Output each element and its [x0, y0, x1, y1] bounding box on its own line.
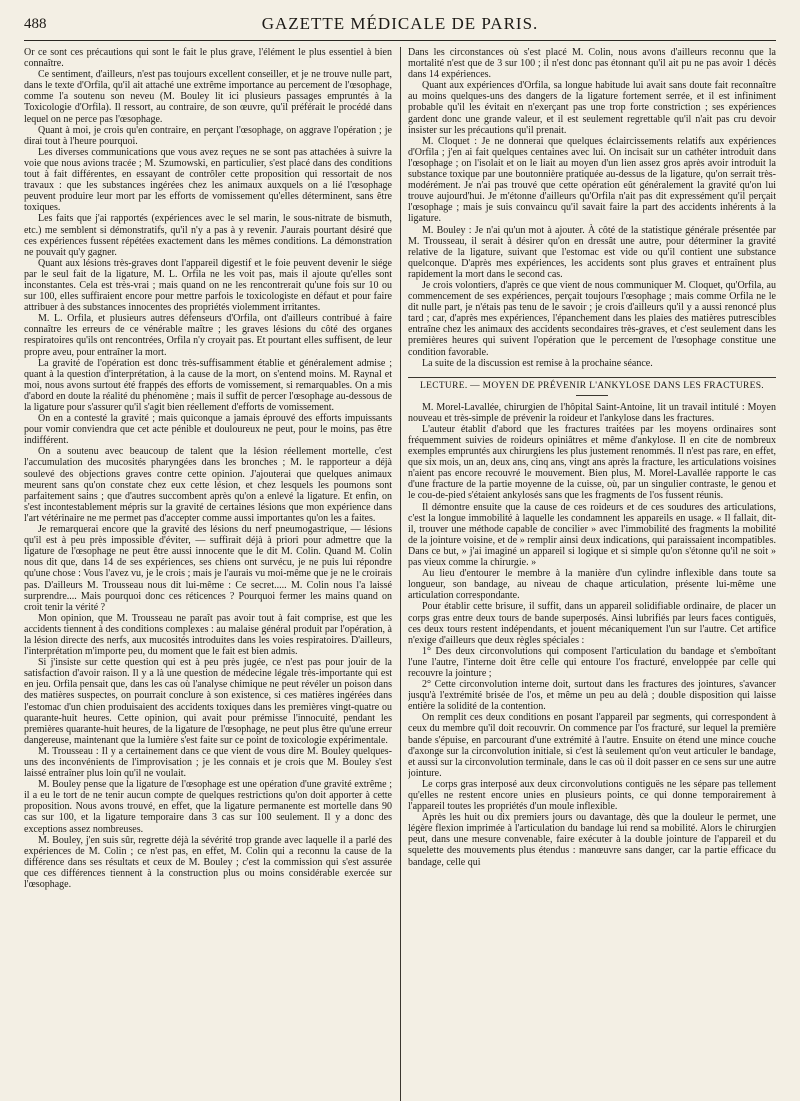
paragraph: Quant aux lésions très-graves dont l'appareil digestif et le foie peuvent devenir le siége par le seul fait de la ligature, M. L. Orfila ne les voit pas, mais il ajoute qu'elles sont inconstantes. Cela est très-vrai ; mais quand on ne les rencontrerait qu'une fois sur 10 ou sur 100, elles suffiraient encore pour mettre parfois le toxicologiste en défaut et pour faire attribuer à des substances innocentes des propriétés violemment irritantes. — [24, 257, 392, 314]
paragraph: Les faits que j'ai rapportés (expériences avec le sel marin, le sous-nitrate de bismuth, etc.) me semblent si démonstratifs, qu'il n'y a pas à y revenir. J'aurais pourtant désiré que ces expériences fussent répétées exactement dans les mêmes conditions. La démonstration ne pouvait qu'y gagner. — [24, 213, 392, 258]
paragraph: 2° Cette circonvolution interne doit, surtout dans les fractures des jointures, s'avancer jusqu'à l'extrémité brisée de l'os, et même un peu au delà ; double disposition qui laisse entière la solidité de la contention. — [408, 679, 776, 713]
paragraph: Il démontre ensuite que la cause de ces roideurs et de ces soudures des articulations, c'est la longue immobilité à laquelle les condamnent les appareils en usage. « Il fallait, dit-il, trouver une méthode capable de concilier » avec l'immobilité des fragments la mobilité de la jointure voisine, et de » remplir ainsi deux indications, qui paraissaient incompatibles. Dans ce but, » j'ai imaginé un appareil si logique et si simple qu'on s'étonne qu'il ne soit » pas vieux comme la chirurgie. » — [408, 501, 776, 569]
paragraph: Au lieu d'entourer le membre à la manière d'un cylindre inflexible dans toute sa longueur, son bandage, au niveau de chaque articulation, présente lui-même une articulation correspondante. — [408, 568, 776, 602]
paragraph: M. Cloquet : Je ne donnerai que quelques éclaircissements relatifs aux expériences d'Orfila ; j'en ai fait quelques centaines avec lui. On incisait sur un cathéter introduit dans l'œsophage ; on l'isolait et on le liait au moyen d'un lien assez gros après avoir introduit la substance toxique par une boutonnière pratiquée au-dessus de la ligature, qu'on serrait très-modérément. Je n'ai pas trouvé que cette opération eût généralement la gravité qu'on lui trouve aujourd'hui. Je m'étonne d'ailleurs qu'Orfila n'ait pas dit expressément qu'il perçait l'œsophage ; mais je suis convaincu qu'il savait faire la part des accidents inhérents à la ligature. — [408, 135, 776, 225]
journal-title: GAZETTE MÉDICALE DE PARIS. — [261, 14, 539, 33]
paragraph: M. L. Orfila, et plusieurs autres défenseurs d'Orfila, ont d'ailleurs contribué à faire connaître les erreurs de ce vénérable maître ; les graves lésions du côté des organes respiratoires qu'ils ont rencontrées, Orfila n'y croyait pas. Et pourtant elles suffisent, de leur propre aveu, pour entraîner la mort. — [24, 313, 392, 358]
paragraph: Mon opinion, que M. Trousseau ne paraît pas avoir tout à fait comprise, est que les accidents tiennent à des conditions complexes : au malaise général produit par l'opération, à la lésion directe des nerfs, aux mucosités introduites dans les voies respiratoires. D'ailleurs, l'interprétation m'importe peu, du moment que le fait est bien admis. — [24, 612, 392, 658]
page-header — [24, 14, 776, 36]
paragraph: On en a contesté la gravité ; mais quiconque a jamais éprouvé des efforts impuissants pour vomir conviendra que cet acte pénible et douloureux ne peut, pour le moins, pas être indifférent. — [24, 413, 392, 447]
paragraph: Dans les circonstances où s'est placé M. Colin, nous avons d'ailleurs reconnu que la mortalité n'est que de 3 sur 100 ; il n'est donc pas étonnant qu'il ait pu ne pas avoir 1 décès dans 14 expériences. — [408, 47, 776, 81]
page-number: 488 — [24, 16, 47, 32]
paragraph: Quant aux expériences d'Orfila, sa longue habitude lui avait sans doute fait reconnaître au moins quelques-uns des dangers de la ligature fortement serrée, et il est infiniment probable qu'il les évitait en n'exerçant pas une trop forte constriction ; ses expériences gardent donc une grande valeur, et il est seulement regrettable qu'il n'ait pas cru devoir insister sur les précautions qu'il prenait. — [408, 80, 776, 136]
paragraph: Ce sentiment, d'ailleurs, n'est pas toujours excellent conseiller, et je ne trouve nulle part, dans le texte d'Orfila, qu'il ait attaché une extrême importance au percement de l'œsophage, comme l'a soutenu son neveu (M. Bouley lit ici plusieurs passages empruntés à la Toxicologie d'Orfila). Il ressort, au contraire, de son œuvre, qu'il préférait le procédé dans lequel on ne perce pas l'œsophage. — [24, 69, 392, 125]
paragraph: Je remarquerai encore que la gravité des lésions du nerf pneumogastrique, — lésions qu'il est à peu près impossible d'éviter, — suffirait déjà à priori pour admettre que la ligature de l'œsophage ne peut être aussi innocente que le dit M. Colin. Quand M. Colin nous dit que, dans 14 de ses expériences, ses chiens ont survécu, je ne puis lui répondre qu'une chose : Vous l'avez vu, je le crois ; mais je l'aurais vu moi-même que je ne le croirais pas. D'ailleurs M. Trousseau nous dit lui-même : Ce secret..... M. Colin nous l'a laissé surprendre.... Mais pourquoi donc ces réticences ? Pourquoi fermer les mains quand on croit tenir la vérité ? — [24, 524, 392, 613]
paragraph: Or ce sont ces précautions qui sont le fait le plus grave, l'élément le plus essentiel à bien connaître. — [24, 47, 392, 70]
left-column — [24, 47, 392, 1101]
text-columns — [24, 47, 776, 1101]
paragraph: Pour établir cette brisure, il suffit, dans un appareil solidifiable ordinaire, de placer un corps gras entre deux tours de bande superposés. Ainsi lubrifiés par leurs faces contiguës, ces deux tours restent indépendants, et jouent mécaniquement l'un sur l'autre. Cet artifice n'exige d'ailleurs que deux règles spéciales : — [408, 601, 776, 646]
paragraph: L'auteur établit d'abord que les fractures traitées par les moyens ordinaires sont fréquemment suivies de roideurs opiniâtres et même d'ankylose. Il en cite de nombreux exemples empruntés aux chirurgiens les plus justement renommés. Il n'est pas rare, en effet, que six mois, un an, deux ans, cinq ans, vingt ans après la fracture, les articulations voisines n'aient pas encore recouvré le mouvement. Bien plus, M. Morel-Lavallée rapporte le cas d'une fracture de la partie moyenne de la cuisse, où, par un singulier contraste, le genou et le cou-de-pied s'étaient ankylosés sans que les fragments de l'os fussent réunis. — [408, 423, 776, 502]
paragraph: La gravité de l'opération est donc très-suffisamment établie et généralement admise ; quant à la question d'interprétation, à la cause de la mort, on s'entend moins. M. Raynal et moi, nous avons surtout été frappés des efforts de vomissement, si remarquables. On a mis d'abord en doute la réalité du phénomène ; mais il suffit de percer l'œsophage au-dessous de la ligature pour s'assurer qu'il s'agit bien réellement d'efforts de vomissement. — [24, 357, 392, 413]
paragraph: M. Bouley, j'en suis sûr, regrette déjà la sévérité trop grande avec laquelle il a parlé des expériences de M. Colin ; ce n'est pas, en effet, M. Colin qui a reconnu la cause de la différence dans ses résultats et ceux de M. Bouley ; c'est la commission qui s'est assurée que ces différences tiennent à la construction plus ou moins considérable exercée sur l'œsophage. — [24, 834, 392, 891]
paragraph: Si j'insiste sur cette question qui est à peu près jugée, ce n'est pas pour jouir de la satisfaction d'avoir raison. Il y a là une question de médecine légale très-importante qui est en jeu. Orfila pensait que, dans les cas où l'analyse chimique ne peut révéler un poison dans des matières suspectes, on pourrait conclure à son existence, si ces matières ingérées dans l'estomac d'un chien produisaient des accidents toxiques dans les premières vingt-quatre ou quarante-huit heures. Cette opinion, qui avait pour prémisse l'innocuité, pendant les premières quarante-huit heures, de la ligature de l'œsophage, ne peut plus être qu'une erreur dangereuse, maintenant que la lumière s'est faite sur ce point de toxicologie expérimentale. — [24, 657, 392, 746]
paragraph: M. Bouley pense que la ligature de l'œsophage est une opération d'une gravité extrême ; il a eu le tort de ne tenir aucun compte de quelques restrictions qu'on doit apporter à cette proposition. Nous avons trouvé, en effet, que la ligature permanente est mortelle dans 90 cas sur 100, et la ligature temporaire dans 3 cas sur 100 seulement. Il y a donc des exceptions assez nombreuses. — [24, 779, 392, 835]
paragraph: Le corps gras interposé aux deux circonvolutions contiguës ne les sépare pas tellement qu'elles ne restent encore unies en plusieurs points, ce qui donne temporairement à l'appareil toutes les propriétés d'un moule inflexible. — [408, 778, 776, 813]
column-divider — [400, 47, 401, 1101]
paragraph: 1° Des deux circonvolutions qui composent l'articulation du bandage et s'emboîtant l'une l'autre, l'interne doit être celle qui entoure l'os fracturé, enveloppée par celle qui recouvre la jointure ; — [408, 645, 776, 679]
section-heading: LECTURE. — MOYEN DE PRÉVENIR L'ANKYLOSE DANS LES FRACTURES. — [408, 377, 776, 396]
paragraph: Après les huit ou dix premiers jours ou davantage, dès que la douleur le permet, une légère flexion imprimée à l'articulation du bandage lui rend sa mobilité. Alors le chirurgien peut, dans une mesure convenable, faire exécuter à la double jointure de l'appareil et du squelette des mouvements plus étendus : manœuvre sans danger, car la partie efficace du bandage, celle qui — [408, 812, 776, 868]
paragraph: On remplit ces deux conditions en posant l'appareil par segments, qui correspondent à ceux du membre qu'il doit recouvrir. On commence par l'os fracturé, sur lequel la première bande s'épuise, en parcourant d'une extrémité à l'autre. Ensuite on étend une mince couche d'axonge sur la circonvolution initiale, si c'est là seulement qu'on veut articuler le bandage, et aussi sur la circonvolution terminale, dans le cas où il doit passer en ce sens sur une autre jointure. — [408, 712, 776, 779]
header-rule — [24, 40, 776, 41]
paragraph: On a soutenu avec beaucoup de talent que la lésion réellement mortelle, c'est l'accumulation des mucosités pharyngées dans les bronches ; M. le rapporteur a déjà soulevé des objections graves contre cette opinion. J'ajouterai que quelques animaux meurent sans qu'on constate chez eux cette lésion, et chez lesquels les poumons sont parfaitement sains ; que d'autres succombent après qu'on a enlevé la ligature. Et enfin, on s'est incontestablement mépris sur la gravité de certaines lésions que mon expérience dans l'art vétérinaire ne me permet pas d'accepter comme aussi importantes qu'on les a faites. — [24, 446, 392, 524]
paragraph: La suite de la discussion est remise à la prochaine séance. — [422, 357, 653, 369]
paragraph: M. Morel-Lavallée, chirurgien de l'hôpital Saint-Antoine, lit un travail intitulé : Moyen nouveau et très-simple de prévenir la roideur et l'ankylose dans les fractures. — [408, 401, 776, 424]
paragraph: Les diverses communications que vous avez reçues ne se sont pas attachées à suivre la voie que nous avions tracée ; M. Szumowski, en particulier, s'est placé dans des conditions tout à fait différentes, en essayant de contrôler cette proposition qui ressortait de nos travaux : que les substances ingérées chez les animaux auxquels on a lié l'œsophage peuvent produire leur mort par les efforts de vomissement qu'elles déterminent, sans être toxiques. — [24, 146, 392, 214]
paragraph: Je crois volontiers, d'après ce que vient de nous communiquer M. Cloquet, qu'Orfila, au commencement de ses expériences, perçait toujours l'œsophage ; mais comme Orfila ne le dit nulle part, je n'étais pas tenu de le savoir ; je crois d'ailleurs qu'il y a aussi renoncé plus tard ; car, d'après mes expériences, l'épanchement dans les plaies des matières putrescibles entraîne chez les animaux des accidents secondaires très-graves, et c'est seulement dans les premières heures qui suivent l'opération que le percement de l'œsophage constitue une condition favorable. — [408, 279, 776, 358]
paragraph: Quant à moi, je crois qu'en contraire, en perçant l'œsophage, on aggrave l'opération ; je dirai tout à l'heure pourquoi. — [24, 124, 392, 147]
right-column — [408, 47, 776, 1101]
paragraph: M. Bouley : Je n'ai qu'un mot à ajouter. À côté de la statistique générale présentée par M. Trousseau, il serait à désirer qu'on en dressât une autre, pour déterminer la gravité relative de la ligature, suivant que l'estomac est vide ou qu'il contient une substance quelconque. D'après mes expériences, les accidents sont plus graves et entraînent plus rapidement la mort dans le second cas. — [408, 224, 776, 280]
paragraph: M. Trousseau : Il y a certainement dans ce que vient de vous dire M. Bouley quelques-uns des inconvénients de l'improvisation ; je les connais et je crois que M. Bouley s'est laissé entraîner plus loin qu'il ne voulait. — [24, 745, 392, 780]
